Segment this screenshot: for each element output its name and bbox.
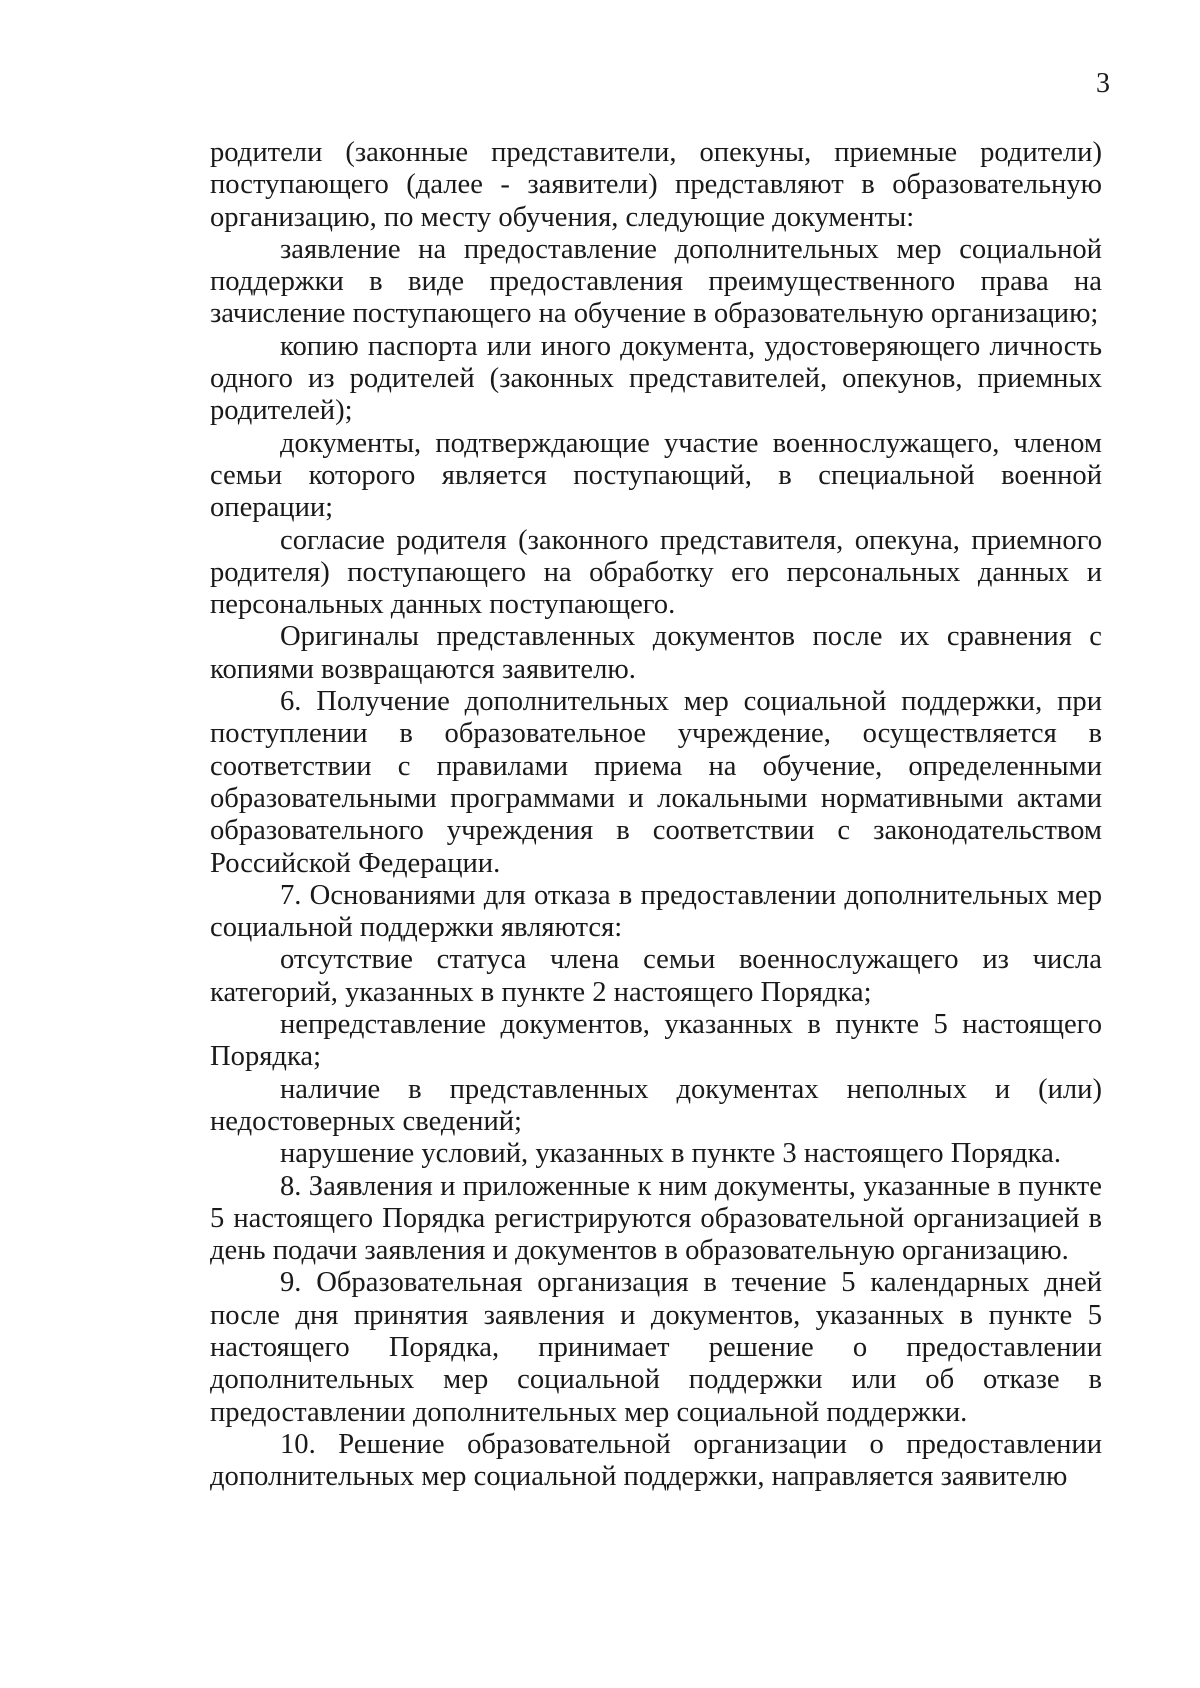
- paragraph-refusal-documents: непредставление документов, указанных в пункте 5 настоящего Порядка;: [210, 1009, 1102, 1073]
- paragraph-intro-continuation: родители (законные представители, опекуны, приемные родители) поступающего (далее - заявители) представляют в образовательную организацию, по месту обучения, следующие документы:: [210, 137, 1102, 233]
- paragraph-application: заявление на предоставление дополнительных мер социальной поддержки в виде предоставления преимущественного права на зачисление поступающего на обучение в образовательную организацию;: [210, 233, 1102, 330]
- paragraph-item-9: 9. Образовательная организация в течение 5 календарных дней после дня принятия заявления и документов, указанных в пункте 5 настоящего Порядка, принимает решение о предоставлении дополнительных мер социальной поддержки или об отказе в предоставлении дополнительных мер социальной поддержки.: [210, 1267, 1102, 1428]
- paragraph-originals: Оригиналы представленных документов после их сравнения с копиями возвращаются заявителю.: [210, 621, 1102, 685]
- paragraph-consent: согласие родителя (законного представителя, опекуна, приемного родителя) поступающего на обработку его персональных данных и персональных данных поступающего.: [210, 524, 1102, 621]
- paragraph-refusal-status: отсутствие статуса члена семьи военнослужащего из числа категорий, указанных в пункте 2 настоящего Порядка;: [210, 944, 1102, 1008]
- paragraph-item-8: 8. Заявления и приложенные к ним документы, указанные в пункте 5 настоящего Порядка регистрируются образовательной организацией в день подачи заявления и документов в образовательную организацию.: [210, 1170, 1102, 1267]
- page-number: 3: [1096, 68, 1110, 99]
- paragraph-item-7: 7. Основаниями для отказа в предоставлении дополнительных мер социальной поддержки являются:: [210, 879, 1102, 944]
- paragraph-item-10: 10. Решение образовательной организации о предоставлении дополнительных мер социальной поддержки, направляется заявителю: [210, 1428, 1102, 1493]
- paragraph-refusal-incomplete: наличие в представленных документах неполных и (или) недостоверных сведений;: [210, 1073, 1102, 1137]
- paragraph-refusal-violation: нарушение условий, указанных в пункте 3 настоящего Порядка.: [280, 1138, 1061, 1170]
- document-body: [210, 137, 1102, 1493]
- paragraph-item-6: 6. Получение дополнительных мер социальной поддержки, при поступлении в образовательное учреждение, осуществляется в соответствии с правилами приема на обучение, определенными образовательными программами и локальными нормативными актами образовательного учреждения в соответствии с законодательством Российской Федерации.: [210, 686, 1102, 879]
- paragraph-participation-documents: документы, подтверждающие участие военнослужащего, членом семьи которого является поступающий, в специальной военной операции;: [210, 427, 1102, 524]
- paragraph-passport-copy: копию паспорта или иного документа, удостоверяющего личность одного из родителей (законных представителей, опекунов, приемных родителей);: [210, 330, 1102, 427]
